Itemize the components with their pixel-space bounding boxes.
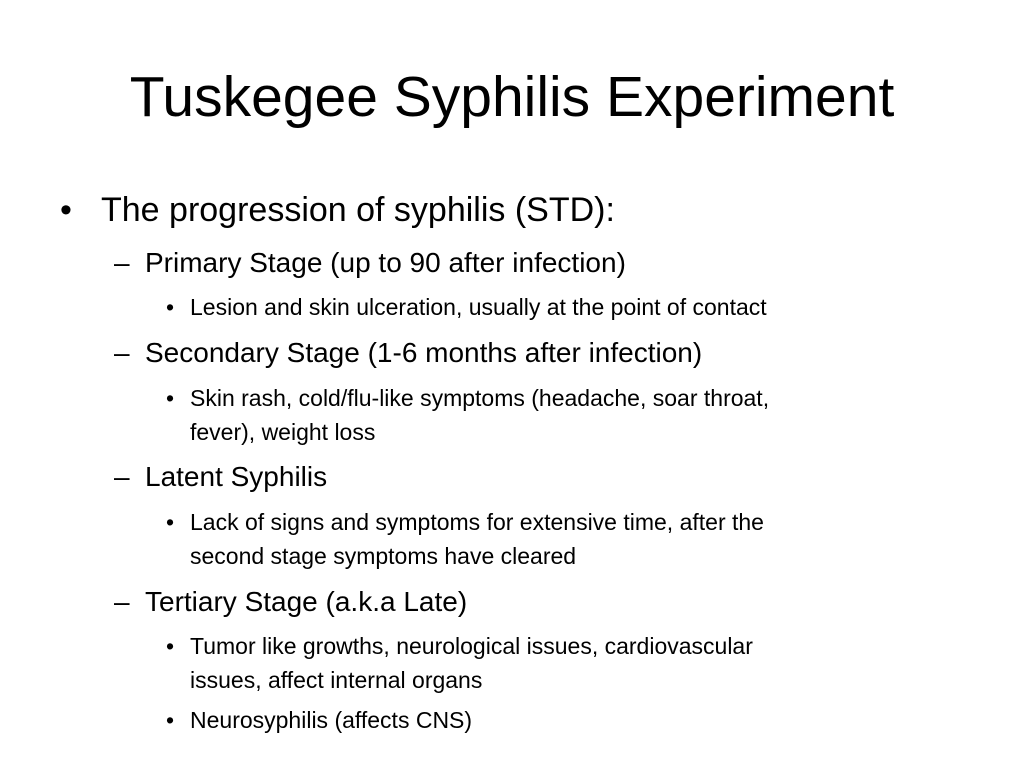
bullet-icon: •	[166, 707, 175, 733]
bullet-icon: •	[60, 191, 72, 229]
bullet-secondary-stage: Secondary Stage (1-6 months after infection)	[145, 337, 703, 368]
slide-title: Tuskegee Syphilis Experiment	[129, 65, 895, 129]
bullet-tertiary-stage: Tertiary Stage (a.k.a Late)	[145, 586, 468, 617]
dash-icon: –	[114, 461, 130, 492]
dash-icon: –	[114, 247, 130, 278]
detail-secondary-line-2: fever), weight loss	[190, 419, 376, 445]
bullet-icon: •	[166, 633, 175, 659]
detail-primary: Lesion and skin ulceration, usually at the point of contact	[190, 294, 767, 320]
detail-latent-line-2: second stage symptoms have cleared	[190, 543, 577, 569]
bullet-progression: The progression of syphilis (STD):	[101, 191, 615, 229]
bullet-icon: •	[166, 294, 175, 320]
bullet-icon: •	[166, 385, 175, 411]
detail-neurosyphilis: Neurosyphilis (affects CNS)	[190, 707, 473, 733]
bullet-primary-stage: Primary Stage (up to 90 after infection)	[145, 247, 626, 278]
detail-tertiary-line-1: Tumor like growths, neurological issues, cardiovascular	[190, 633, 753, 659]
bullet-icon: •	[166, 509, 175, 535]
detail-secondary-line-1: Skin rash, cold/flu-like symptoms (headache, soar throat,	[190, 385, 770, 411]
dash-icon: –	[114, 337, 130, 368]
bullet-latent-syphilis: Latent Syphilis	[145, 461, 328, 492]
detail-latent-line-1: Lack of signs and symptoms for extensive time, after the	[190, 509, 764, 535]
detail-tertiary-line-2: issues, affect internal organs	[190, 667, 483, 693]
dash-icon: –	[114, 586, 130, 617]
